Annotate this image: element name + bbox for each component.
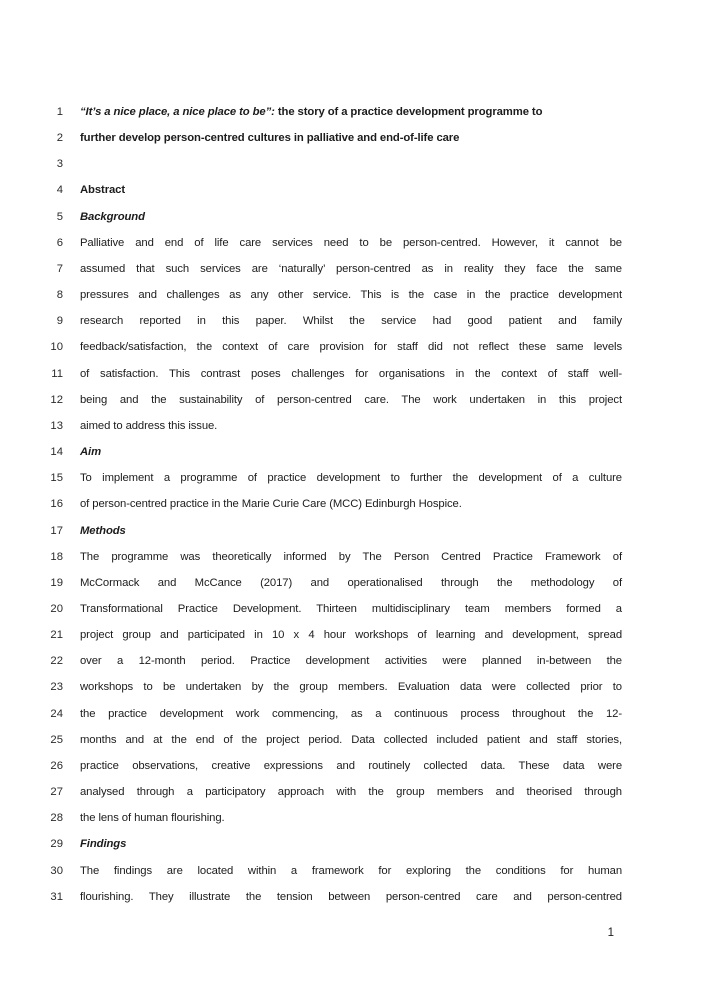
line-text <box>80 99 622 125</box>
line-number: 13 <box>50 419 63 432</box>
line-number: 19 <box>50 576 63 589</box>
document-line <box>0 465 707 491</box>
document-line <box>0 491 707 517</box>
line-number: 30 <box>50 864 63 877</box>
text-segment: project group and participated in 10 x 4 hour workshops of learning and development, spread <box>80 629 622 642</box>
text-segment: of satisfaction. This contrast poses challenges for organisations in the context of staff well- <box>80 367 622 380</box>
text-segment: further develop person-centred cultures in palliative and end-of-life care <box>80 132 460 145</box>
line-text <box>80 177 622 203</box>
line-text <box>80 622 622 648</box>
document-line <box>0 361 707 387</box>
document-line <box>0 439 707 465</box>
document-line <box>0 858 707 884</box>
page-number: 1 <box>607 927 614 939</box>
text-segment: over a 12-month period. Practice development activities were planned in-between the <box>80 655 622 668</box>
text-segment: aimed to address this issue. <box>80 419 218 432</box>
document-line <box>0 805 707 831</box>
document-line <box>0 177 707 203</box>
text-segment: Abstract <box>80 184 126 197</box>
text-segment: The findings are located within a framework for exploring the conditions for human <box>80 864 622 877</box>
line-number: 3 <box>56 158 63 171</box>
document-line <box>0 596 707 622</box>
document-line <box>0 727 707 753</box>
document-line <box>0 622 707 648</box>
line-text <box>80 439 622 465</box>
line-number: 12 <box>50 393 63 406</box>
text-segment: the story of a practice development programme to <box>274 106 543 118</box>
document-line <box>0 387 707 413</box>
line-text <box>80 230 622 256</box>
text-segment: Transformational Practice Development. Thirteen multidisciplinary team members formed a <box>80 602 622 615</box>
line-number: 20 <box>50 602 63 615</box>
document-line <box>0 674 707 700</box>
text-segment: To implement a programme of practice development to further the development of a culture <box>80 472 622 485</box>
line-number: 29 <box>50 838 63 851</box>
text-segment: McCormack and McCance (2017) and operationalised through the methodology of <box>80 576 622 589</box>
line-text <box>80 361 622 387</box>
line-text <box>80 334 622 360</box>
text-segment: the lens of human flourishing. <box>80 812 225 825</box>
line-text <box>80 831 622 857</box>
document-line <box>0 884 707 910</box>
line-text <box>80 884 622 910</box>
document-line <box>0 230 707 256</box>
line-text <box>80 596 622 622</box>
line-text <box>80 727 622 753</box>
line-text <box>80 413 622 439</box>
line-number: 14 <box>50 446 63 459</box>
document-line <box>0 518 707 544</box>
text-segment: assumed that such services are ‘naturally’ person-centred as in reality they face the same <box>80 262 622 275</box>
line-text <box>80 753 622 779</box>
line-text <box>80 256 622 282</box>
document-line <box>0 282 707 308</box>
document-line <box>0 308 707 334</box>
text-segment: of person-centred practice in the Marie Curie Care (MCC) Edinburgh Hospice. <box>80 498 462 511</box>
document-lines <box>0 99 707 910</box>
text-segment: feedback/satisfaction, the context of care provision for staff did not reflect these same levels <box>80 341 622 354</box>
document-line <box>0 779 707 805</box>
line-number: 4 <box>56 184 63 197</box>
text-segment: Methods <box>80 524 126 537</box>
line-text <box>80 204 622 230</box>
line-number: 16 <box>50 498 63 511</box>
line-text <box>80 648 622 674</box>
line-number: 21 <box>50 629 63 642</box>
line-number: 10 <box>50 341 63 354</box>
document-line <box>0 753 707 779</box>
document-line <box>0 544 707 570</box>
document-line <box>0 125 707 151</box>
line-number: 25 <box>50 733 63 746</box>
document-line <box>0 256 707 282</box>
line-number: 8 <box>56 289 63 302</box>
text-segment: Aim <box>80 446 102 459</box>
document-line <box>0 204 707 230</box>
document-line <box>0 701 707 727</box>
text-segment: flourishing. They illustrate the tension between person-centred care and person-centred <box>80 890 622 903</box>
text-segment: pressures and challenges as any other service. This is the case in the practice development <box>80 289 622 302</box>
line-text <box>80 805 622 831</box>
line-text <box>80 701 622 727</box>
line-number: 31 <box>50 890 63 903</box>
text-segment: months and at the end of the project period. Data collected included patient and staff stories, <box>80 733 622 746</box>
line-number: 5 <box>56 210 63 223</box>
document-line <box>0 570 707 596</box>
text-segment: research reported in this paper. Whilst the service had good patient and family <box>80 315 622 328</box>
line-number: 28 <box>50 812 63 825</box>
document-line <box>0 334 707 360</box>
line-number: 7 <box>56 262 63 275</box>
line-number: 11 <box>51 367 63 380</box>
line-number: 1 <box>56 106 63 118</box>
line-text <box>80 570 622 596</box>
line-text <box>80 491 622 517</box>
text-segment: Background <box>80 210 145 223</box>
line-number: 15 <box>50 472 63 485</box>
text-segment: workshops to be undertaken by the group members. Evaluation data were collected prior to <box>80 681 622 694</box>
line-text <box>80 674 622 700</box>
line-text <box>80 779 622 805</box>
document-line <box>0 648 707 674</box>
line-number: 24 <box>50 707 63 720</box>
line-number: 2 <box>56 132 63 145</box>
line-number: 27 <box>50 786 63 799</box>
text-segment: being and the sustainability of person-centred care. The work undertaken in this project <box>80 393 622 406</box>
document-line <box>0 831 707 857</box>
line-text <box>80 125 622 151</box>
line-text <box>80 518 622 544</box>
text-segment: “It’s a nice place, a nice place to be”: <box>80 106 275 118</box>
document-line <box>0 413 707 439</box>
text-segment: analysed through a participatory approach with the group members and theorised through <box>80 786 622 799</box>
line-number: 23 <box>50 681 63 694</box>
document-line <box>0 151 707 177</box>
text-segment: the practice development work commencing, as a continuous process throughout the 12- <box>80 707 622 720</box>
line-number: 26 <box>50 759 63 772</box>
line-number: 9 <box>56 315 63 328</box>
line-text <box>80 387 622 413</box>
line-number: 22 <box>50 655 63 668</box>
line-text <box>80 858 622 884</box>
text-segment: Palliative and end of life care services need to be person-centred. However, it cannot be <box>80 236 622 249</box>
text-segment: practice observations, creative expressions and routinely collected data. These data were <box>80 759 622 772</box>
line-text <box>80 308 622 334</box>
line-number: 18 <box>50 550 63 563</box>
line-text <box>80 282 622 308</box>
text-segment: Findings <box>80 838 127 851</box>
line-text <box>80 544 622 570</box>
line-number: 17 <box>50 524 63 537</box>
text-segment: The programme was theoretically informed by The Person Centred Practice Framework of <box>80 550 622 563</box>
document-line <box>0 99 707 125</box>
line-number: 6 <box>56 236 63 249</box>
line-text <box>80 465 622 491</box>
